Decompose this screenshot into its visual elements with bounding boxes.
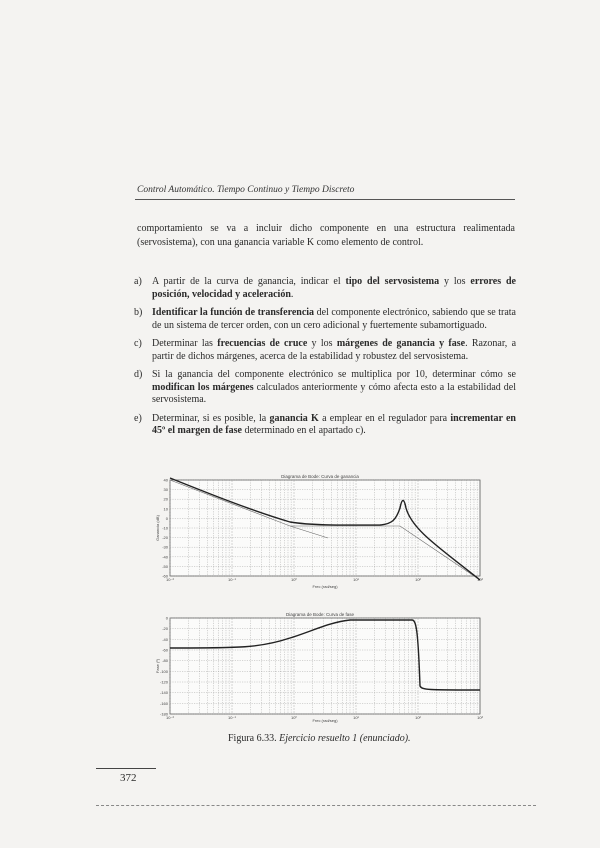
phase-ylabel: Fase (º) xyxy=(155,658,160,674)
question-text: calculados anteriormente y cómo afecta esto a la estabilidad del servosistema. xyxy=(152,381,517,405)
question-letter: d) xyxy=(134,369,143,380)
page-number: 372 xyxy=(120,772,137,784)
x-tick-label: 10¹ xyxy=(353,577,359,582)
question-item xyxy=(134,369,516,407)
y-tick-label: 10 xyxy=(163,506,168,512)
y-tick-label: -100 xyxy=(159,668,168,674)
phase-title: Diagrama de Bode: Curva de fase xyxy=(285,612,355,617)
y-tick-label: -60 xyxy=(162,573,168,579)
y-tick-label: -20 xyxy=(162,626,168,632)
y-tick-label: -180 xyxy=(159,711,168,717)
intro-paragraph: comportamiento se va a incluir dicho componente en una estructura realimentada (servosistema), con una ganancia variable K como elemento de control. xyxy=(137,223,515,248)
magnitude-plot xyxy=(155,474,484,589)
figure-caption xyxy=(228,733,478,744)
y-tick-label: -40 xyxy=(162,554,168,560)
question-item xyxy=(134,413,516,438)
question-text: determinado en el apartado c). xyxy=(241,425,366,436)
question-bold-text: frecuencias de cruce xyxy=(217,338,308,349)
question-letter: c) xyxy=(134,338,142,349)
question-text: . Razonar, a partir de dichos márgenes, acerca de la estabilidad y robustez del servosistema. xyxy=(152,338,517,362)
y-tick-label: -50 xyxy=(162,563,168,569)
magnitude-xlabel: Frec (rad/seg) xyxy=(312,584,338,589)
bode-figure xyxy=(150,468,490,728)
bode-diagram xyxy=(150,468,490,723)
y-tick-label: 0 xyxy=(165,515,168,521)
question-item xyxy=(134,338,516,363)
caption-label: Figura 6.33. xyxy=(228,733,280,744)
running-header: Control Automático. Tiempo Continuo y Tiempo Discreto xyxy=(137,185,355,195)
y-tick-label: -140 xyxy=(159,690,168,696)
y-tick-label: 30 xyxy=(163,487,168,493)
question-text: del componente electrónico, sabiendo que se trata de un sistema de tercer orden, con un cero adicional y fuertemente subamortiguado. xyxy=(152,307,516,331)
x-tick-label: 10¹ xyxy=(353,715,359,720)
x-tick-label: 10⁻² xyxy=(166,577,174,582)
y-tick-label: -10 xyxy=(162,525,168,531)
y-tick-label: -60 xyxy=(162,647,168,653)
question-text: Si la ganancia del componente electrónico se multiplica por 10, determinar cómo se xyxy=(152,369,516,380)
x-tick-label: 10⁻² xyxy=(166,715,174,720)
y-tick-label: -20 xyxy=(162,535,168,541)
question-letter: e) xyxy=(134,412,142,424)
phase-yticks xyxy=(160,616,169,717)
x-tick-label: 10⁰ xyxy=(290,715,298,720)
x-tick-label: 10⁻¹ xyxy=(228,715,236,720)
question-bold-text: errores de posición, velocidad y aceleración xyxy=(152,276,516,300)
question-letter: b) xyxy=(134,307,143,318)
x-tick-label: 10² xyxy=(415,577,421,582)
x-tick-label: 10³ xyxy=(477,577,483,582)
y-tick-label: 40 xyxy=(163,477,168,483)
question-list xyxy=(134,276,516,444)
question-letter: a) xyxy=(134,276,142,287)
phase-frame xyxy=(170,618,480,714)
question-text: a emplear en el regulador para xyxy=(318,412,451,424)
caption-italic: Ejercicio resuelto 1 (enunciado). xyxy=(279,733,411,744)
question-bold-text: tipo del servosistema xyxy=(345,276,440,287)
magnitude-ylabel: Ganancia (dB) xyxy=(155,515,160,541)
x-tick-label: 10⁻¹ xyxy=(228,577,236,582)
question-text: y los xyxy=(307,338,337,349)
x-tick-label: 10³ xyxy=(477,715,483,720)
x-tick-label: 10² xyxy=(415,715,421,720)
question-text: A partir de la curva de ganancia, indicar el xyxy=(152,276,346,287)
header-rule xyxy=(135,199,515,200)
question-text: Determinar, si es posible, la xyxy=(152,412,270,424)
question-bold-text: márgenes de ganancia y fase xyxy=(336,338,466,349)
y-tick-label: 20 xyxy=(163,496,168,502)
y-tick-label: 0 xyxy=(165,615,168,621)
magnitude-xticks xyxy=(166,577,484,582)
question-item xyxy=(134,276,516,301)
phase-xlabel: Frec (rad/seg) xyxy=(312,718,338,723)
question-item xyxy=(134,307,516,332)
y-tick-label: -30 xyxy=(162,544,168,550)
question-bold-text: ganancia K xyxy=(269,412,319,424)
page-number-rule xyxy=(96,768,156,769)
footer-rule xyxy=(96,805,536,806)
x-tick-label: 10⁰ xyxy=(290,577,298,582)
phase-plot xyxy=(155,612,484,723)
magnitude-yticks xyxy=(162,478,169,579)
y-tick-label: -160 xyxy=(159,700,168,706)
question-bold-text: incrementar en 45º el margen de fase xyxy=(152,412,516,436)
y-tick-label: -120 xyxy=(159,679,168,685)
y-tick-label: -40 xyxy=(162,636,168,642)
question-bold-text: modifican los márgenes xyxy=(152,381,254,393)
y-tick-label: -80 xyxy=(162,658,168,664)
question-bold-text: Identificar la función de transferencia xyxy=(152,307,315,318)
question-text: Determinar las xyxy=(152,338,218,349)
magnitude-title: Diagrama de Bode: Curva de ganancia xyxy=(281,474,359,479)
question-text: . xyxy=(290,288,294,300)
question-text: y los xyxy=(439,276,471,287)
